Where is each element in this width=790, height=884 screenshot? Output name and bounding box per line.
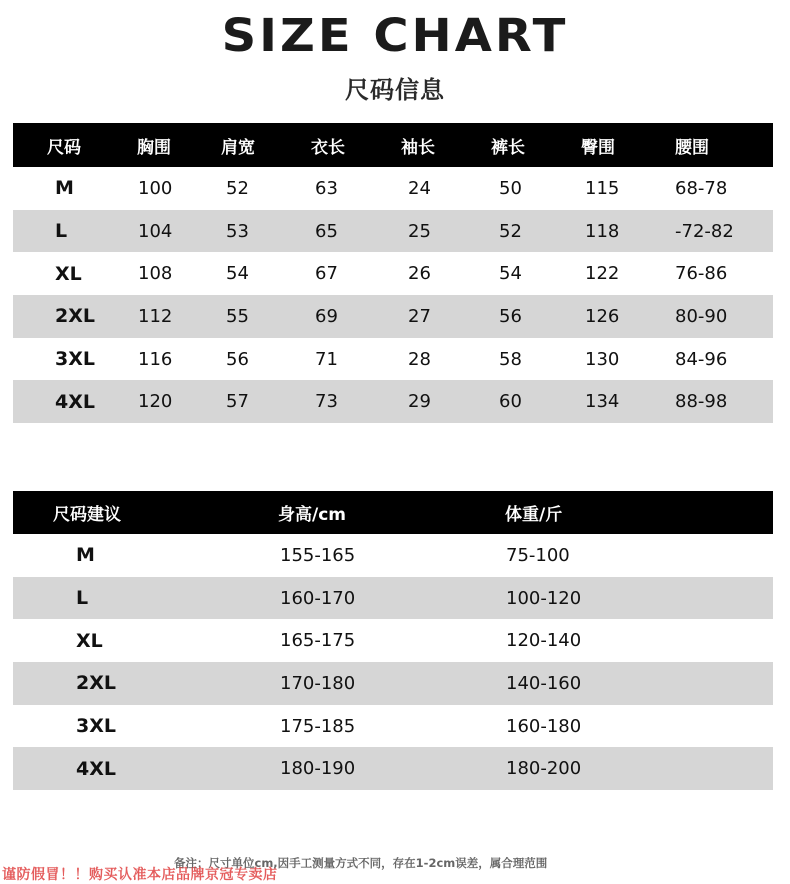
- table-header-row: [13, 123, 773, 167]
- table-header-row: [13, 491, 773, 534]
- size-cell: L: [76, 587, 89, 610]
- size-cell: 3XL: [55, 348, 95, 371]
- table-row: [13, 747, 773, 790]
- sleeve-cell: 28: [408, 348, 431, 370]
- header-hip: 臀围: [581, 137, 615, 158]
- sleeve-cell: 24: [408, 177, 431, 199]
- height-cell: 165-175: [280, 630, 356, 652]
- height-cell: 175-185: [280, 715, 356, 737]
- size-cell: 3XL: [76, 715, 116, 738]
- table-row: [13, 252, 773, 295]
- size-cell: XL: [76, 629, 103, 652]
- header-chest: 胸围: [137, 137, 171, 158]
- pants-length-cell: 54: [499, 263, 522, 285]
- length-cell: 73: [315, 391, 338, 413]
- table-row: [13, 705, 773, 748]
- hip-cell: 130: [585, 348, 620, 370]
- weight-cell: 120-140: [506, 630, 582, 652]
- table-row: [13, 577, 773, 620]
- header-pants-length: 裤长: [491, 137, 525, 158]
- chest-cell: 120: [138, 391, 173, 413]
- waist-cell: -72-82: [675, 220, 734, 242]
- waist-cell: 84-96: [675, 348, 728, 370]
- length-cell: 69: [315, 305, 338, 327]
- size-chart-title: SIZE CHART: [221, 9, 569, 63]
- hip-cell: 126: [585, 305, 620, 327]
- length-cell: 63: [315, 177, 338, 199]
- sleeve-cell: 29: [408, 391, 431, 413]
- length-cell: 71: [315, 348, 338, 370]
- chest-cell: 112: [138, 305, 173, 327]
- table-row: [13, 619, 773, 662]
- shoulder-cell: 53: [226, 220, 249, 242]
- size-cell: L: [55, 220, 68, 243]
- anti-counterfeit-warning: 谨防假冒！！购买认准本店品牌京冠专卖店: [2, 867, 278, 883]
- shoulder-cell: 56: [226, 348, 249, 370]
- header-size-advice: 尺码建议: [53, 505, 121, 525]
- height-cell: 160-170: [280, 587, 356, 609]
- hip-cell: 115: [585, 177, 620, 199]
- height-cell: 170-180: [280, 672, 356, 694]
- weight-cell: 75-100: [506, 544, 570, 566]
- size-cell: M: [76, 544, 95, 567]
- pants-length-cell: 52: [499, 220, 522, 242]
- size-cell: 4XL: [55, 390, 95, 413]
- height-cell: 155-165: [280, 544, 356, 566]
- size-measurement-table: [13, 123, 773, 423]
- sleeve-cell: 26: [408, 263, 431, 285]
- size-cell: XL: [55, 262, 82, 285]
- measurement-note: 备注：尺寸单位cm,因手工测量方式不同，存在1-2cm误差，属合理范围: [174, 856, 548, 870]
- length-cell: 67: [315, 263, 338, 285]
- chest-cell: 104: [138, 220, 173, 242]
- size-cell: 4XL: [76, 757, 116, 780]
- header-weight: 体重/斤: [505, 505, 563, 525]
- header-size: 尺码: [47, 137, 81, 158]
- length-cell: 65: [315, 220, 338, 242]
- table-row: [13, 167, 773, 210]
- hip-cell: 134: [585, 391, 620, 413]
- pants-length-cell: 58: [499, 348, 522, 370]
- table-row: [13, 662, 773, 705]
- table-row: [13, 380, 773, 423]
- header-shoulder: 肩宽: [221, 137, 255, 158]
- size-info-subtitle: 尺码信息: [345, 76, 445, 104]
- table-row: [13, 338, 773, 381]
- shoulder-cell: 54: [226, 263, 249, 285]
- chest-cell: 116: [138, 348, 173, 370]
- table-row: [13, 210, 773, 253]
- weight-cell: 160-180: [506, 715, 582, 737]
- waist-cell: 68-78: [675, 177, 728, 199]
- chest-cell: 108: [138, 263, 173, 285]
- sleeve-cell: 27: [408, 305, 431, 327]
- waist-cell: 88-98: [675, 391, 728, 413]
- weight-cell: 180-200: [506, 758, 582, 780]
- size-cell: 2XL: [55, 305, 95, 328]
- waist-cell: 80-90: [675, 305, 728, 327]
- shoulder-cell: 52: [226, 177, 249, 199]
- header-height: 身高/cm: [278, 505, 346, 525]
- hip-cell: 122: [585, 263, 620, 285]
- size-cell: 2XL: [76, 672, 116, 695]
- header-waist: 腰围: [675, 137, 709, 158]
- chest-cell: 100: [138, 177, 173, 199]
- weight-cell: 140-160: [506, 672, 582, 694]
- waist-cell: 76-86: [675, 263, 728, 285]
- pants-length-cell: 60: [499, 391, 522, 413]
- shoulder-cell: 57: [226, 391, 249, 413]
- pants-length-cell: 50: [499, 177, 522, 199]
- hip-cell: 118: [585, 220, 620, 242]
- sleeve-cell: 25: [408, 220, 431, 242]
- header-sleeve: 袖长: [401, 137, 435, 158]
- shoulder-cell: 55: [226, 305, 249, 327]
- table-row: [13, 534, 773, 577]
- height-cell: 180-190: [280, 758, 356, 780]
- pants-length-cell: 56: [499, 305, 522, 327]
- size-cell: M: [55, 177, 74, 200]
- weight-cell: 100-120: [506, 587, 582, 609]
- size-recommendation-table: [13, 491, 773, 790]
- table-row: [13, 295, 773, 338]
- header-length: 衣长: [311, 137, 345, 158]
